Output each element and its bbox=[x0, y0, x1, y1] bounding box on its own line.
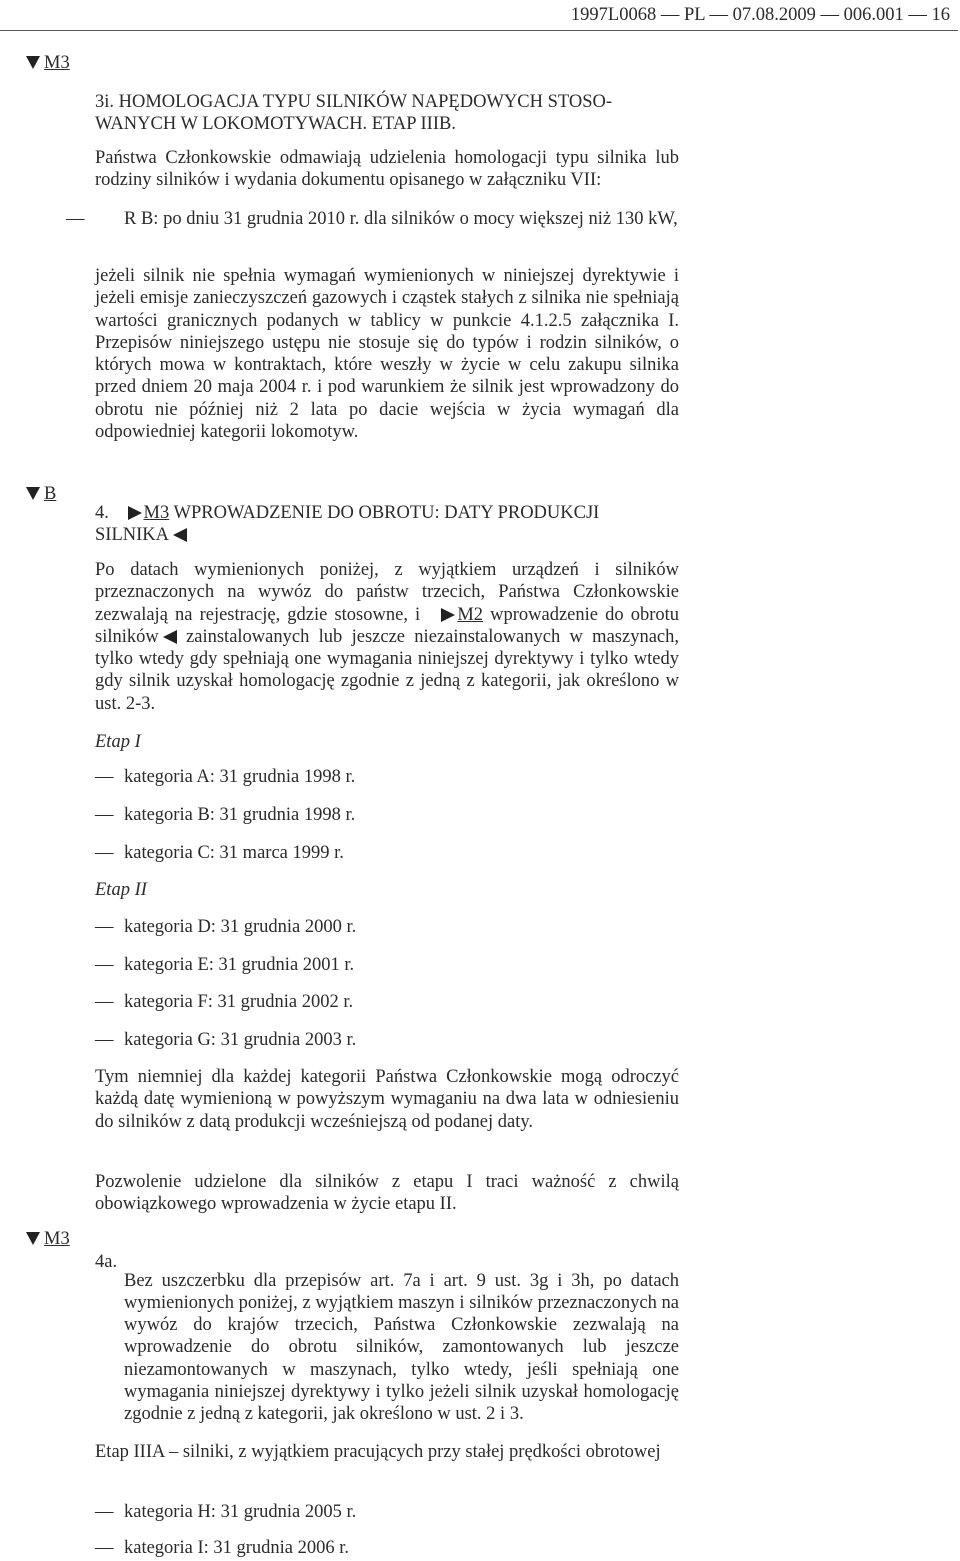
etap-1-label: Etap I bbox=[95, 732, 141, 752]
arrow-right-icon bbox=[441, 608, 455, 622]
list-item-cat-e: — kategoria E: 31 grudnia 2001 r. bbox=[95, 955, 355, 975]
header-rule bbox=[0, 30, 958, 31]
amendment-ref-m3[interactable]: M3 bbox=[143, 503, 170, 523]
triangle-down-icon bbox=[26, 1232, 40, 1245]
marker-b[interactable]: B bbox=[26, 483, 56, 505]
list-item-cat-g: — kategoria G: 31 grudnia 2003 r. bbox=[95, 1030, 357, 1050]
list-item-cat-a: — kategoria A: 31 grudnia 1998 r. bbox=[95, 767, 356, 787]
section-4a-number: 4a. bbox=[95, 1252, 118, 1272]
section-4-paragraph-2: Tym niemniej dla każdej kategorii Państwa Członkowskie mogą odroczyć każdą datę wymienioną w powyższym wymaganiu na dwa lata w odniesieniu do silników z datą produkcji wcześniejszą od podanej daty. bbox=[95, 1067, 679, 1132]
arrow-right-icon bbox=[128, 506, 142, 520]
dash: — bbox=[66, 209, 85, 229]
etap-3a-label: Etap IIIA – silniki, z wyjątkiem pracujących przy stałej prędkości obrotowej bbox=[95, 1442, 661, 1462]
marker-m3-top[interactable]: M3 bbox=[26, 52, 70, 74]
section-4-heading: 4. M3 WPROWADZENIE DO OBROTU: DATY PRODUKCJI SILNIKA bbox=[95, 503, 600, 546]
section-3i-item-rb: — R B: po dniu 31 grudnia 2010 r. dla silników o mocy większej niż 130 kW, bbox=[66, 209, 678, 229]
list-item-cat-f: — kategoria F: 31 grudnia 2002 r. bbox=[95, 992, 354, 1012]
list-item-cat-h: — kategoria H: 31 grudnia 2005 r. bbox=[95, 1502, 357, 1522]
arrow-left-icon bbox=[163, 630, 177, 644]
triangle-down-icon bbox=[26, 487, 40, 500]
triangle-down-icon bbox=[26, 56, 40, 69]
amendment-ref-m2[interactable]: M2 bbox=[457, 604, 484, 625]
section-3i-intro: Państwa Członkowskie odmawiają udzielenia homologacji typu silnika lub rodziny silników i wydania dokumentu opisanego w załączniku VII: bbox=[95, 148, 679, 191]
list-item-cat-d: — kategoria D: 31 grudnia 2000 r. bbox=[95, 917, 357, 937]
list-item-cat-c: — kategoria C: 31 marca 1999 r. bbox=[95, 843, 344, 863]
section-4-paragraph-1: Po datach wymienionych poniżej, z wyjątkiem urządzeń i silników przeznaczonych na wywóz do państw trzecich, Państwa Członkowskie zezwalają na rejestrację, gdzie stosowne, i M2 wprowadzenie do obrotu silników zainstalowanych lub jeszcze niezainstalowanych w maszynach, tylko wtedy gdy spełniają one wymagania niniejszej dyrektywy i tylko wtedy gdy silnik uzyskał homologację zgodnie z jedną z kategorii, jak określono w ust. 2-3. bbox=[95, 560, 679, 714]
etap-2-label: Etap II bbox=[95, 880, 147, 900]
section-3i-paragraph: jeżeli silnik nie spełnia wymagań wymienionych w niniejszej dyrektywie i jeżeli emisje zanieczyszczeń gazowych i cząstek stałych z silnika nie spełniają wartości granicznych podanych w tablicy w punkcie 4.1.2.5 załącznika I. Przepisów niniejszego ustępu nie stosuje się do typów i rodzin silników, o których mowa w kontraktach, które weszły w życie w celu zakupu silnika przed dniem 20 maja 2004 r. i pod warunkiem że silnik jest wprowadzony do obrotu nie później niż 2 lata po dacie wejścia w życia wymagań dla odpowiedniej kategorii lokomotyw. bbox=[95, 266, 679, 443]
list-item-cat-b: — kategoria B: 31 grudnia 1998 r. bbox=[95, 805, 356, 825]
section-3i-title: 3i. HOMOLOGACJA TYPU SILNIKÓW NAPĘDOWYCH STOSO- WANYCH W LOKOMOTYWACH. ETAP IIIB. bbox=[95, 92, 612, 135]
list-item-cat-i: — kategoria I: 31 grudnia 2006 r. bbox=[95, 1538, 350, 1558]
marker-m3-bottom[interactable]: M3 bbox=[26, 1228, 70, 1250]
arrow-left-icon bbox=[173, 528, 187, 542]
section-4-paragraph-3: Pozwolenie udzielone dla silników z etapu I traci ważność z chwilą obowiązkowego wprowadzenia w życie etapu II. bbox=[95, 1172, 679, 1215]
header-text: 1997L0068 — PL — 07.08.2009 — 006.001 — 16 bbox=[570, 5, 950, 25]
page-header bbox=[0, 4, 958, 28]
section-4a-text: Bez uszczerbku dla przepisów art. 7a i art. 9 ust. 3g i 3h, po datach wymienionych poniżej, z wyjątkiem maszyn i silników przeznaczonych na wywóz do krajów trzecich, Państwa Członkowskie zezwalają na wprowadzenie do obrotu silników, zamontowanych lub jeszcze niezamontowanych w maszynach, tylko wtedy, jeśli spełniają one wymagania niniejszej dyrektywy i tylko jeżeli silnik uzyskał homologację zgodnie z jedną z kategorii, jak określono w ust. 2 i 3. bbox=[124, 1270, 679, 1425]
